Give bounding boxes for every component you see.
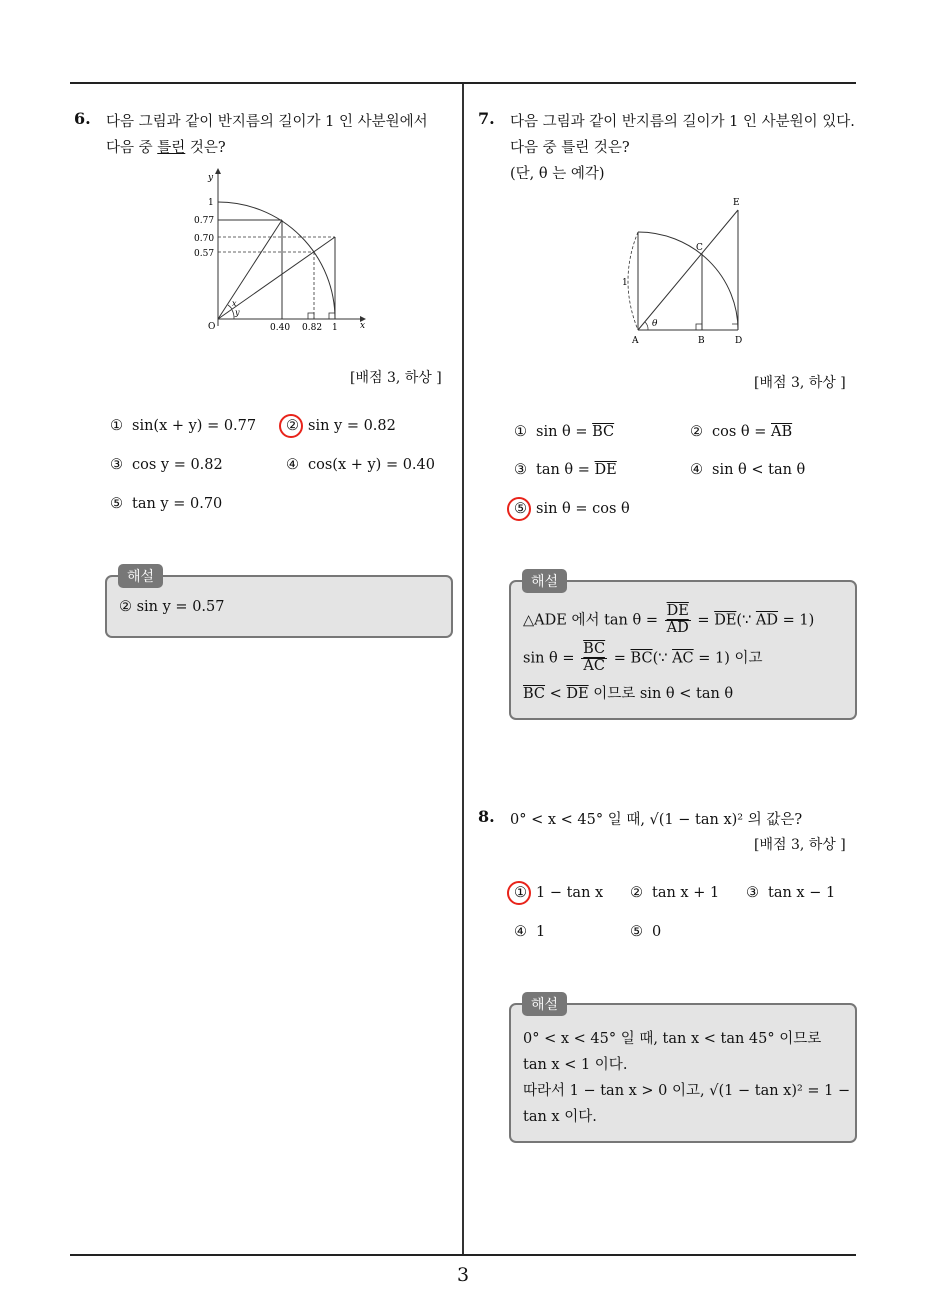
tick-label: 0.40: [270, 323, 291, 333]
explanation-text: $\overline{BC} < \overline{DE}$ 이므로 sin θ < tan θ: [523, 686, 734, 702]
explanation-text: 따라서 1 − tan x > 0 이고, √(1 − tan x)² = 1 −: [523, 1083, 851, 1099]
point-label: A: [632, 336, 639, 346]
length-label: 1: [622, 278, 628, 288]
page-number: 3: [456, 1264, 470, 1286]
point-label: B: [698, 336, 705, 346]
choice-3[interactable]: ③ cos y = 0.82: [110, 457, 223, 473]
choice-1[interactable]: ① sin(x + y) = 0.77: [110, 418, 257, 434]
question-text: 다음 그림과 같이 반지름의 길이가 1 인 사분원에서: [106, 114, 428, 130]
point-label: D: [735, 336, 743, 346]
angle-label: θ: [652, 319, 658, 329]
quarter-circle-figure: [612, 192, 752, 352]
choice-3[interactable]: ③ tan x − 1: [746, 885, 836, 901]
tick-label: 1: [332, 323, 338, 333]
angle-label: y: [235, 308, 240, 317]
origin-label: O: [208, 322, 216, 332]
explanation-tag: 해설: [522, 992, 567, 1016]
choice-5[interactable]: ⑤ 0: [630, 924, 662, 940]
question-number: 6.: [74, 109, 91, 128]
explanation-text: sin θ = $\frac{\overline{BC}}{AC}$ = $\overline{BC}(\because$ $\overline{AC} = 1$) 이고: [523, 641, 763, 674]
explanation-text: △ADE 에서 tan θ = $\frac{\overline{DE}}{AD}$ = $\overline{DE}(\because$ $\overline{AD} = 1$): [523, 603, 815, 636]
column-divider: [462, 84, 464, 1254]
choice-2[interactable]: ② $\cos \theta = \overline{AB}$: [690, 424, 793, 440]
explanation-text: ② sin y = 0.57: [119, 599, 225, 615]
explanation-box: [509, 580, 857, 720]
tick-label: 0.57: [194, 249, 215, 259]
choice-3[interactable]: ③ $\tan \theta = \overline{DE}$: [514, 462, 617, 478]
explanation-text: 0° < x < 45° 일 때, tan x < tan 45° 이므로: [523, 1031, 822, 1047]
choice-5[interactable]: ⑤ tan y = 0.70: [110, 496, 223, 512]
question-number: 7.: [478, 109, 495, 128]
question-text: 다음 중 틀린 것은?: [510, 140, 630, 156]
tick-label: 1: [208, 198, 214, 208]
question-text: 다음 그림과 같이 반지름의 길이가 1 인 사분원이 있다.: [510, 114, 855, 130]
explanation-box: [509, 1003, 857, 1143]
bottom-rule: [70, 1254, 856, 1256]
choice-4[interactable]: ④ 1: [514, 924, 546, 940]
x-axis-label: x: [360, 321, 366, 331]
score-label: [배점 3, 하상 ]: [350, 370, 442, 386]
angle-label: x: [232, 299, 237, 308]
score-label: [배점 3, 하상 ]: [754, 375, 846, 391]
choice-1[interactable]: ① $\sin \theta = \overline{BC}$: [514, 424, 615, 440]
choice-4[interactable]: ④ cos(x + y) = 0.40: [286, 457, 435, 473]
tick-label: 0.77: [194, 216, 215, 226]
explanation-text: tan x < 1 이다.: [523, 1057, 628, 1073]
explanation-text: tan x 이다.: [523, 1109, 597, 1125]
tick-label: 0.82: [302, 323, 323, 333]
question-text: 0° < x < 45° 일 때, √(1 − tan x)² 의 값은?: [510, 812, 803, 828]
quarter-circle-figure: [188, 168, 378, 338]
tick-label: 0.70: [194, 234, 215, 244]
question-number: 8.: [478, 807, 495, 826]
score-label: [배점 3, 하상 ]: [754, 837, 846, 853]
choice-1[interactable]: ① 1 − tan x: [514, 885, 604, 901]
choice-2[interactable]: ② sin y = 0.82: [286, 418, 396, 434]
point-label: C: [696, 243, 703, 253]
explanation-tag: 해설: [522, 569, 567, 593]
answer-circle-mark: [279, 414, 303, 438]
choice-5[interactable]: ⑤ sin θ = cos θ: [514, 501, 630, 517]
answer-circle-mark: [507, 497, 531, 521]
explanation-tag: 해설: [118, 564, 163, 588]
choice-2[interactable]: ② tan x + 1: [630, 885, 720, 901]
question-text: 다음 중 틀린 것은?: [106, 140, 226, 156]
y-axis-label: y: [208, 173, 214, 183]
choice-4[interactable]: ④ sin θ < tan θ: [690, 462, 806, 478]
question-text: (단, θ 는 예각): [510, 166, 605, 182]
answer-circle-mark: [507, 881, 531, 905]
point-label: E: [733, 198, 740, 208]
